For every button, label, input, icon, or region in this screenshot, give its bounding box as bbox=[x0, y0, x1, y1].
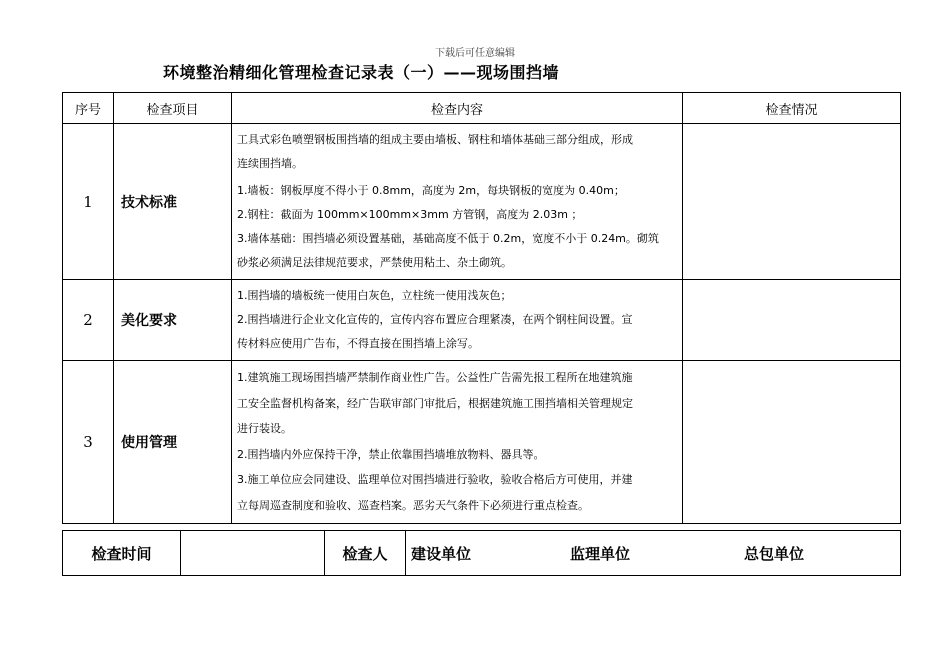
check-time-field[interactable] bbox=[181, 531, 325, 576]
row-status-cell[interactable] bbox=[683, 280, 901, 361]
signature-units-cell[interactable] bbox=[406, 531, 901, 576]
content-line: 3.墙体基础：围挡墙必须设置基础，基础高度不低于 0.2m，宽度不小于 0.24m。砌筑 bbox=[237, 232, 659, 245]
content-line: 连续围挡墙。 bbox=[237, 157, 303, 170]
row-content bbox=[232, 124, 683, 280]
inspection-table bbox=[62, 92, 901, 524]
content-line: 工安全监督机构备案，经广告联审部门审批后，根据建筑施工围挡墙相关管理规定 bbox=[237, 396, 633, 410]
table-row-beautification bbox=[63, 280, 901, 361]
row-number: 2 bbox=[63, 280, 114, 361]
watermark-text: 下载后可任意编辑 bbox=[435, 48, 515, 59]
content-line: 2.围挡墙进行企业文化宣传的，宣传内容布置应合理紧凑，在两个钢柱间设置。宣 bbox=[237, 313, 633, 326]
content-line: 2.围挡墙内外应保持干净，禁止依靠围挡墙堆放物料、器具等。 bbox=[237, 447, 545, 461]
content-line: 1.围挡墙的墙板统一使用白灰色，立柱统一使用浅灰色； bbox=[237, 289, 512, 302]
check-time-label: 检查时间 bbox=[63, 531, 181, 576]
table-row-technical-standard bbox=[63, 124, 901, 280]
signature-row bbox=[63, 531, 901, 576]
header-serial-number: 序号 bbox=[63, 93, 114, 124]
general-contractor-label: 总包单位 bbox=[744, 545, 805, 563]
content-line: 3.施工单位应会同建设、监理单位对围挡墙进行验收，验收合格后方可使用，并建 bbox=[237, 473, 633, 486]
content-line: 进行装设。 bbox=[237, 422, 292, 435]
table-header-row bbox=[63, 93, 901, 124]
content-line: 立每周巡查制度和验收、巡查档案。恶劣天气条件下必须进行重点检查。 bbox=[237, 498, 589, 512]
row-item-name: 技术标准 bbox=[114, 124, 232, 280]
row-number: 3 bbox=[63, 361, 114, 524]
supervision-unit-label: 监理单位 bbox=[570, 545, 631, 563]
content-line: 2.钢柱：截面为 100mm×100mm×3mm 方管钢，高度为 2.03m ； bbox=[237, 208, 583, 221]
content-line: 1.建筑施工现场围挡墙严禁制作商业性广告。公益性广告需先报工程所在地建筑施 bbox=[237, 371, 633, 384]
construction-unit-label: 建设单位 bbox=[411, 545, 472, 563]
row-status-cell[interactable] bbox=[683, 361, 901, 524]
content-line: 传材料应使用广告布，不得直接在围挡墙上涂写。 bbox=[237, 337, 479, 350]
header-check-item: 检查项目 bbox=[114, 93, 232, 124]
document-title: 环境整治精细化管理检查记录表（一）——现场围挡墙 bbox=[163, 63, 560, 82]
row-number: 1 bbox=[63, 124, 114, 280]
content-line: 砂浆必须满足法律规范要求，严禁使用粘土、杂土砌筑。 bbox=[237, 256, 512, 269]
row-item-name: 美化要求 bbox=[114, 280, 232, 361]
header-check-status: 检查情况 bbox=[683, 93, 901, 124]
content-line: 工具式彩色喷塑钢板围挡墙的组成主要由墙板、钢柱和墙体基础三部分组成，形成 bbox=[237, 133, 633, 146]
row-content bbox=[232, 280, 683, 361]
content-line: 1.墙板：钢板厚度不得小于 0.8mm，高度为 2m，每块钢板的宽度为 0.40m； bbox=[237, 184, 625, 197]
row-content bbox=[232, 361, 683, 524]
table-row-usage-management bbox=[63, 361, 901, 524]
row-status-cell[interactable] bbox=[683, 124, 901, 280]
inspector-label: 检查人 bbox=[325, 531, 406, 576]
row-item-name: 使用管理 bbox=[114, 361, 232, 524]
signature-table bbox=[62, 530, 901, 576]
header-check-content: 检查内容 bbox=[232, 93, 683, 124]
